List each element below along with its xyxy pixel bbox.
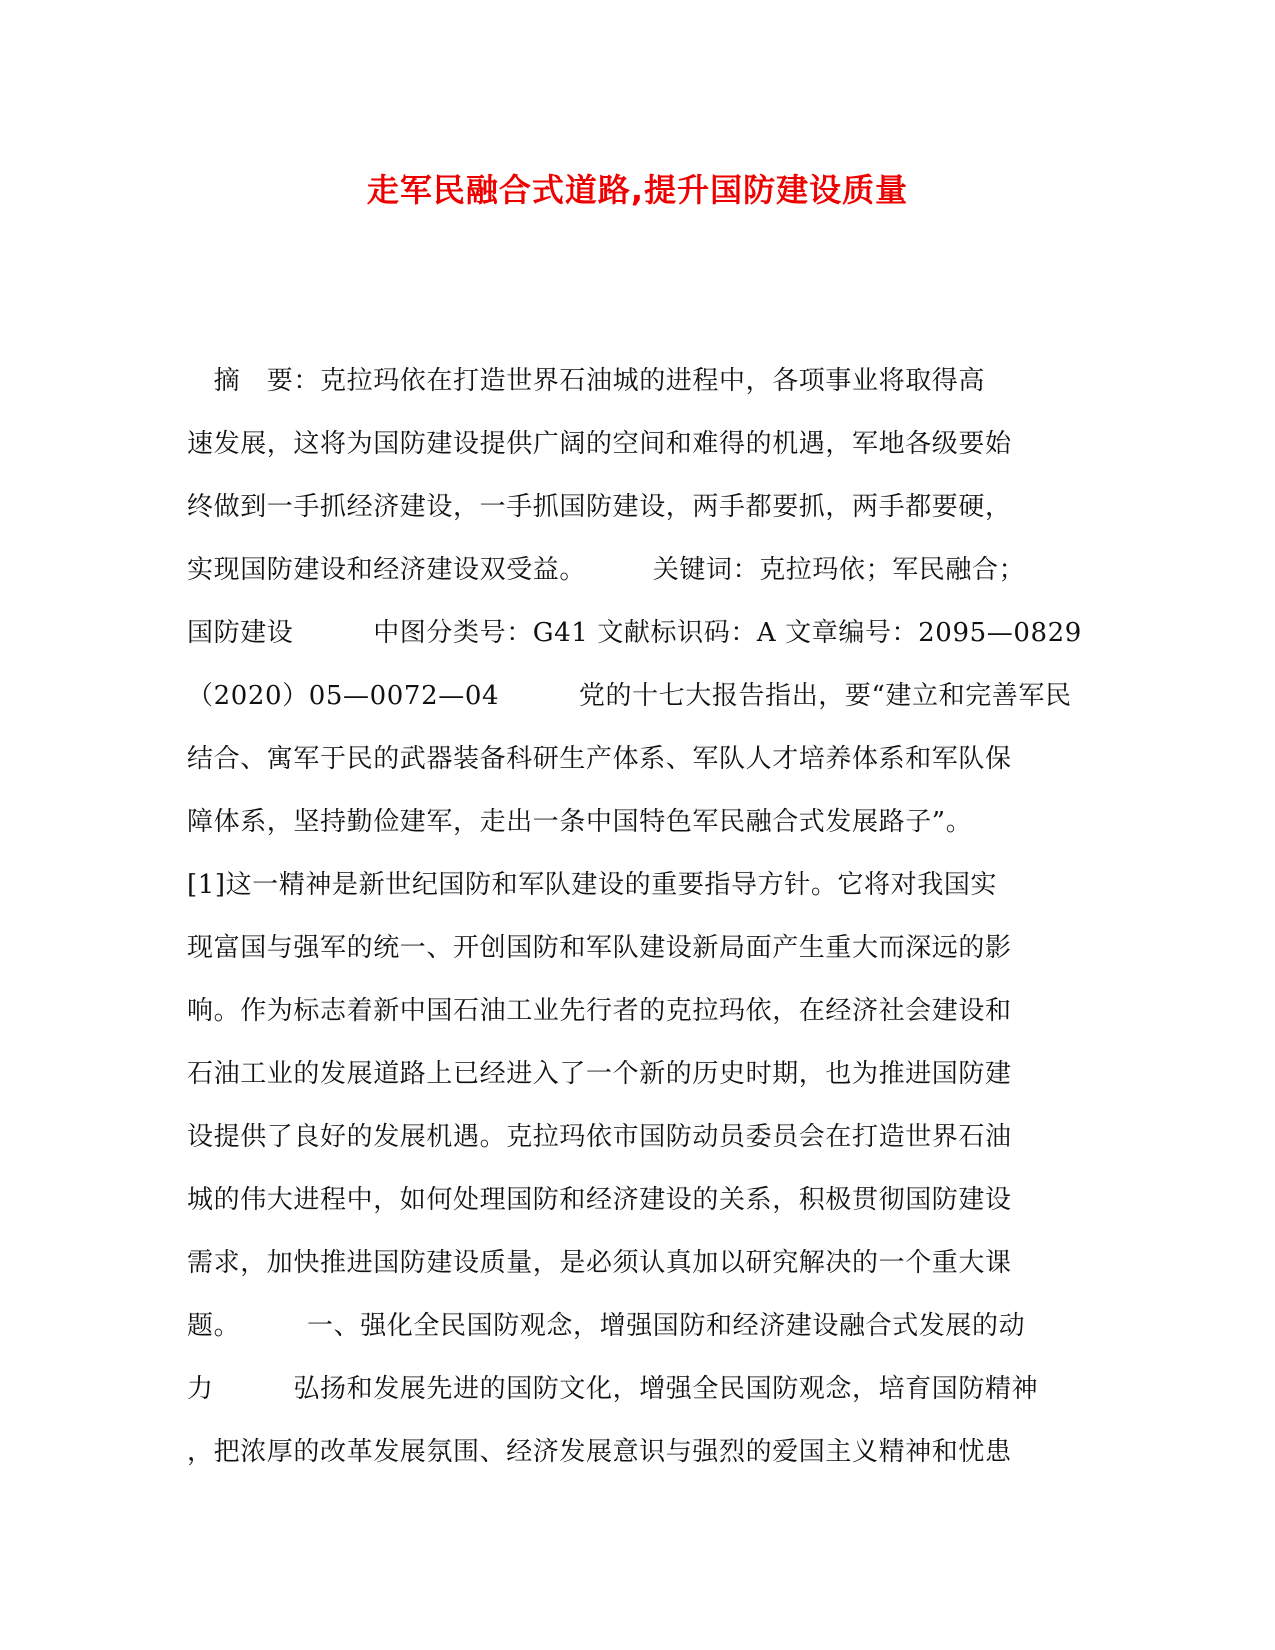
body-line: 题。 一、强化全民国防观念，增强国防和经济建设融合式发展的动 bbox=[187, 1311, 1026, 1341]
document-body bbox=[187, 350, 1087, 1484]
body-line: 终做到一手抓经济建设，一手抓国防建设，两手都要抓，两手都要硬， bbox=[187, 492, 1012, 522]
body-line: 需求，加快推进国防建设质量，是必须认真加以研究解决的一个重大课 bbox=[187, 1248, 1012, 1278]
body-line: 实现国防建设和经济建设双受益。 关键词：克拉玛依；军民融合； bbox=[187, 555, 1026, 585]
body-line: [1]这一精神是新世纪国防和军队建设的重要指导方针。它将对我国实 bbox=[187, 870, 998, 900]
body-line: 国防建设 中图分类号：G41 文献标识码：A 文章编号：2095—0829 bbox=[187, 618, 1082, 648]
body-line: 力 弘扬和发展先进的国防文化，增强全民国防观念，培育国防精神 bbox=[187, 1374, 1039, 1404]
body-line: 速发展，这将为国防建设提供广阔的空间和难得的机遇，军地各级要始 bbox=[187, 429, 1012, 459]
body-line: 摘 要：克拉玛依在打造世界石油城的进程中，各项事业将取得高 bbox=[187, 366, 986, 396]
document-title: 走军民融合式道路,提升国防建设质量 bbox=[366, 171, 909, 209]
body-line: 城的伟大进程中，如何处理国防和经济建设的关系，积极贯彻国防建设 bbox=[187, 1185, 1012, 1215]
body-line: 石油工业的发展道路上已经进入了一个新的历史时期，也为推进国防建 bbox=[187, 1059, 1012, 1089]
body-line: 现富国与强军的统一、开创国防和军队建设新局面产生重大而深远的影 bbox=[187, 933, 1012, 963]
body-line: 响。作为标志着新中国石油工业先行者的克拉玛依，在经济社会建设和 bbox=[187, 996, 1012, 1026]
body-line: ，把浓厚的改革发展氛围、经济发展意识与强烈的爱国主义精神和忧患 bbox=[187, 1437, 1012, 1467]
body-line: （2020）05—0072—04 党的十七大报告指出，要“建立和完善军民 bbox=[187, 681, 1072, 711]
body-line: 障体系，坚持勤俭建军，走出一条中国特色军民融合式发展路子”。 bbox=[187, 807, 973, 837]
body-line: 结合、寓军于民的武器装备科研生产体系、军队人才培养体系和军队保 bbox=[187, 744, 1012, 774]
body-line: 设提供了良好的发展机遇。克拉玛依市国防动员委员会在打造世界石油 bbox=[187, 1122, 1012, 1152]
